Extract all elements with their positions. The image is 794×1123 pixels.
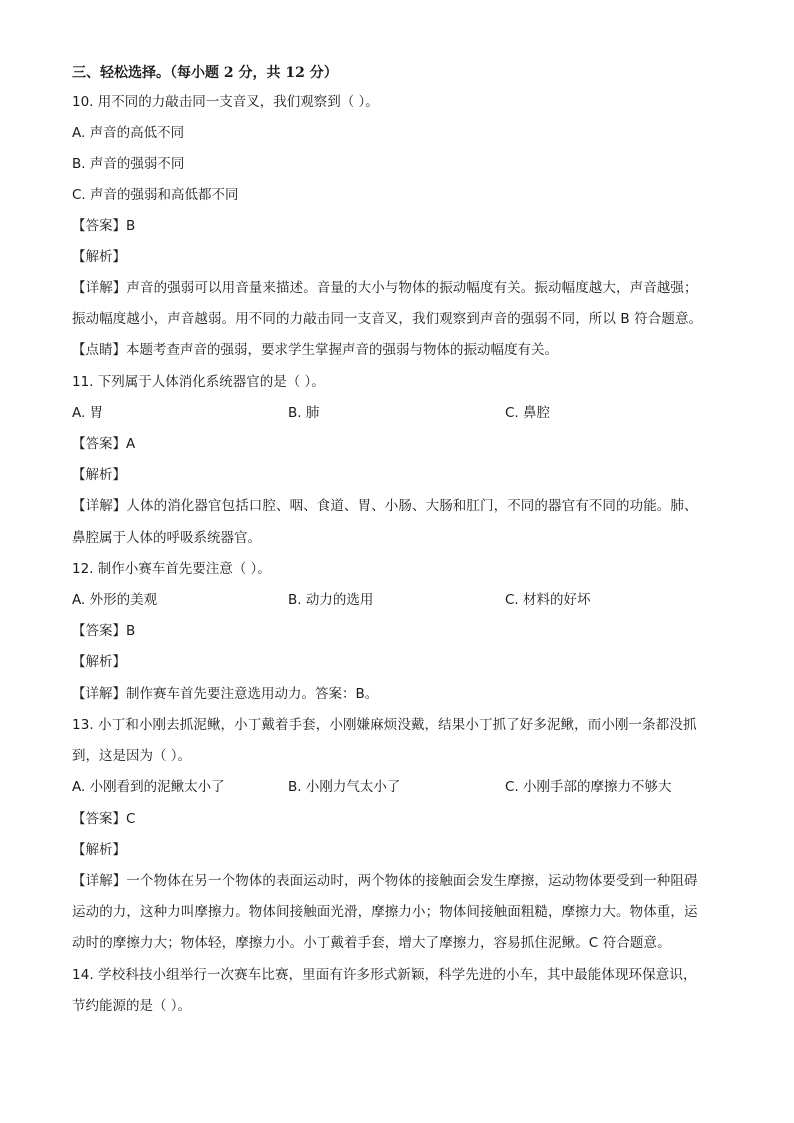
question-14-stem-line-1: 14. 学校科技小组举行一次赛车比赛，里面有许多形式新颖，科学先进的小车，其中最能体现环保意识， xyxy=(72,967,697,983)
question-13-analysis-label: 【解析】 xyxy=(72,842,126,858)
question-10-detail-line-2: 振动幅度越小，声音越弱。用不同的力敲击同一支音叉，我们观察到声音的强弱不同，所以 B 符合题意。 xyxy=(72,311,703,327)
question-13-detail-line-3: 动时的摩擦力大；物体轻，摩擦力小。小丁戴着手套，增大了摩擦力，容易抓住泥鳅。C 符合题意。 xyxy=(72,935,671,951)
question-13-option-a: A. 小刚看到的泥鳅太小了 xyxy=(72,779,225,795)
question-10-comment: 【点睛】本题考查声音的强弱，要求学生掌握声音的强弱与物体的振动幅度有关。 xyxy=(72,342,558,358)
question-11-answer: 【答案】A xyxy=(72,436,136,452)
question-12-stem: 12. 制作小赛车首先要注意（ ）。 xyxy=(72,561,271,577)
question-11-analysis-label: 【解析】 xyxy=(72,467,126,483)
question-12-option-b: B. 动力的选用 xyxy=(288,592,374,608)
question-11-stem: 11. 下列属于人体消化系统器官的是（ ）。 xyxy=(72,374,325,390)
question-11-detail-line-2: 鼻腔属于人体的呼吸系统器官。 xyxy=(72,530,261,546)
question-11-option-a: A. 胃 xyxy=(72,405,104,421)
question-12-detail-line-1: 【详解】制作赛车首先要注意选用动力。答案：B。 xyxy=(72,686,379,702)
question-10-option-b: B. 声音的强弱不同 xyxy=(72,156,185,172)
question-12-analysis-label: 【解析】 xyxy=(72,654,126,670)
question-13-option-b: B. 小刚力气太小了 xyxy=(288,779,401,795)
question-12-answer: 【答案】B xyxy=(72,623,136,639)
question-13-detail-line-1: 【详解】一个物体在另一个物体的表面运动时，两个物体的接触面会发生摩擦，运动物体要受到一种阻碍 xyxy=(72,873,698,889)
section-title: 三、轻松选择。（每小题 2 分，共 12 分） xyxy=(72,65,338,81)
question-10-option-c: C. 声音的强弱和高低都不同 xyxy=(72,187,239,203)
question-12-option-a: A. 外形的美观 xyxy=(72,592,158,608)
question-10-analysis-label: 【解析】 xyxy=(72,249,126,265)
question-10-answer: 【答案】B xyxy=(72,218,136,234)
question-10-option-a: A. 声音的高低不同 xyxy=(72,125,185,141)
question-13-option-c: C. 小刚手部的摩擦力不够大 xyxy=(505,779,672,795)
question-13-answer: 【答案】C xyxy=(72,811,136,827)
question-12-option-c: C. 材料的好坏 xyxy=(505,592,591,608)
question-11-option-c: C. 鼻腔 xyxy=(505,405,551,421)
question-13-stem-line-1: 13. 小丁和小刚去抓泥鳅，小丁戴着手套，小刚嫌麻烦没戴，结果小丁抓了好多泥鳅，而小刚一条都没抓 xyxy=(72,717,697,733)
question-11-detail-line-1: 【详解】人体的消化器官包括口腔、咽、食道、胃、小肠、大肠和肛门，不同的器官有不同的功能。肺、 xyxy=(72,498,698,514)
question-10-detail-line-1: 【详解】声音的强弱可以用音量来描述。音量的大小与物体的振动幅度有关。振动幅度越大，声音越强； xyxy=(72,280,698,296)
question-13-detail-line-2: 运动的力，这种力叫摩擦力。物体间接触面光滑，摩擦力小；物体间接触面粗糙，摩擦力大。物体重，运 xyxy=(72,904,698,920)
question-10-stem: 10. 用不同的力敲击同一支音叉，我们观察到（ ）。 xyxy=(72,94,379,110)
question-13-stem-line-2: 到，这是因为（ ）。 xyxy=(72,748,192,764)
question-11-option-b: B. 肺 xyxy=(288,405,320,421)
question-14-stem-line-2: 节约能源的是（ ）。 xyxy=(72,998,192,1014)
